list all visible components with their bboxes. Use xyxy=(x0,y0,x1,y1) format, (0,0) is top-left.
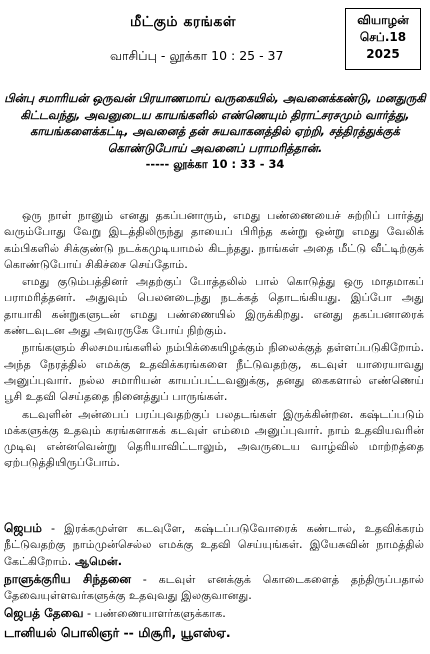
prayer-amen: ஆமென். xyxy=(71,554,122,568)
thought-label: நாளுக்குரிய சிந்தனை xyxy=(4,571,131,586)
prayer-need xyxy=(4,605,424,622)
key-verse-text: பின்பு சமாரியன் ஒருவன் பிரயாணமாய் வருகையில், அவனைக்கண்டு, மனதுருகி கிட்டவந்து, அவனுடைய காயங்களில் எண்ணெயும் திராட்சரசமும் வார்த்து, காயங்களைக்கட்டி, அவனைத் தன் சுயவாகனத்தில் ஏற்றி, சத்திரத்துக்குக் கொண்டுபோய் அவனைப் பராமரித்தான். xyxy=(4,91,426,155)
key-verse-reference: ----- லூக்கா 10 : 33 - 34 xyxy=(145,157,285,172)
date-day: வியாழன் xyxy=(357,13,409,27)
key-verse xyxy=(0,90,430,173)
devotional-body xyxy=(4,208,424,473)
thought-text: - கடவுள் எனக்குக் கொடைகளைத் தந்திருப்பதால் தேவையுள்ளவர்களுக்கு உதவுவது இலகுவானது. xyxy=(4,572,424,603)
devotional-footer xyxy=(4,520,424,641)
prayer xyxy=(4,520,424,570)
thought-for-day xyxy=(4,571,424,605)
body-paragraph: கடவுளின் அன்பைப் பரப்புவதற்குப் பலதடங்கள் இருக்கின்றன. கஷ்டப்படும் மக்களுக்கு உதவும் கரங்களாகக் கடவுள் எம்மை அனுப்புவார். நாம் உதவியவரின் முடிவு என்னவென்று தெரியாவிட்டாலும், அவருடைய வாழ்வில் மாற்றத்தை ஏற்படுத்தியிருப்போம். xyxy=(4,407,424,470)
body-paragraph: நாங்களும் சிலசமயங்களில் நம்பிக்கையிழக்கும் நிலைக்குத் தள்ளப்படுகிறோம். அந்த நேரத்தில் எமக்கு உதவிக்கரங்களை நீட்டுவதற்கு, கடவுள் யாரையாவது அனுப்புவார். நல்ல சமாரியன் காயப்பட்டவனுக்கு, தனது கைகளால் எண்ணெய் பூசி உதவி செய்ததை நினைத்துப் பாருங்கள். xyxy=(4,341,424,404)
date-month: செப்.18 xyxy=(359,30,407,44)
scripture-reading: வாசிப்பு - லூக்கா 10 : 25 - 37 xyxy=(110,48,284,63)
need-text: - பண்ணையாளர்களுக்காக. xyxy=(83,607,226,621)
prayer-label: ஜெபம் xyxy=(4,521,42,535)
author-signature: டானியல் பொலிஞர் -- மிசூரி, யூஎஸ்ஏ. xyxy=(4,624,231,640)
page-title: மீட்கும் கரங்கள் xyxy=(130,14,236,30)
body-paragraph: எமது குடும்பத்தினர் அதற்குப் போத்தலில் பால் கொடுத்து ஒரு மாதமாகப் பராமரித்தனர். அதுவும் பெலனடைந்து நடக்கத் தொடங்கியது. இப்போ அது தாயாகி கன்றுகளுடன் எமது பண்ணையில் இருக்கிறது. எனது தகப்பனாரைக் கண்டவுடன அது அவரருகே போய் நிற்கும். xyxy=(4,275,424,338)
date-box xyxy=(345,8,421,70)
body-paragraph: ஒரு நாள் நானும் எனது தகப்பனாரும், எமது பண்ணையைச் சுற்றிப் பார்த்து வரும்போது வேறு இடத்திலிருந்து தாயைப் பிரிந்த கன்று ஒன்று எமது வேலிக் கம்பிகளில் சிக்குண்டு நடக்கமுடியாமல் கிடந்தது. நாங்கள் அதை மீட்டு வீட்டிற்குக் கொண்டுபோய் சிகிச்சை செய்தோம். xyxy=(4,209,424,271)
need-label: ஜெபத் தேவை xyxy=(4,606,84,621)
prayer-text: - இரக்கமுள்ள கடவுளே, கஷ்டப்படுவோரைக் கண்டால், உதவிக்கரம் நீட்டுவதற்கு நாம்முன்செல்ல எமக்கு உதவி செய்யுங்கள். இயேசுவின் நாமத்தில் கேட்கிறோம். xyxy=(4,522,424,568)
date-year: 2025 xyxy=(366,47,400,61)
